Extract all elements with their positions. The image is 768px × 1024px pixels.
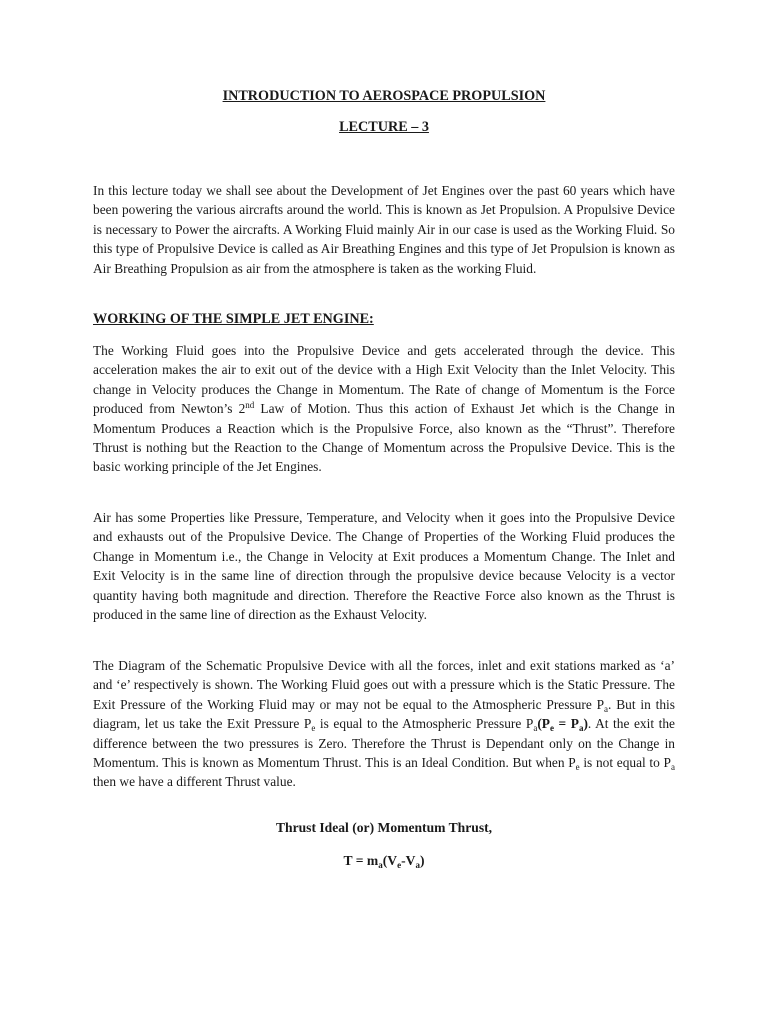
subscript: a <box>533 723 538 734</box>
working-paragraph-text-2: Law of Motion. Thus this action of Exhaust Jet which is the Change in Momentum Produces a Reaction which is the Propulsive Force, also known as the “Thrust”. Therefore Thrust is nothing but the Reaction to the Change of Momentum across the Propulsive Device. This is the basic working principle of the Jet Engines. <box>93 401 675 475</box>
lecture-number: LECTURE – 3 <box>339 119 429 135</box>
subscript: e <box>575 762 580 773</box>
equation-text: -V <box>401 853 416 868</box>
pressure-equality-text: = P <box>553 716 579 732</box>
subscript: a <box>415 860 420 870</box>
diagram-text-3: is equal to the Atmospheric Pressure P <box>315 716 534 732</box>
subscript: a <box>604 703 609 714</box>
pressure-equality-text: (P <box>537 716 550 732</box>
diagram-text-2: . But in this diagram, let us take the Exit Pressure P <box>93 696 675 732</box>
diagram-text-5: is not equal to P <box>579 755 671 771</box>
diagram-text-4: . At the exit the difference between the two pressures is Zero. Therefore the Thrust is Dependant only on the Change in Momentum. This is known as Momentum Thrust. This is an Ideal Condition. But when P <box>93 716 676 771</box>
pressure-equality-text: ) <box>583 716 588 732</box>
section-heading: WORKING OF THE SIMPLE JET ENGINE: <box>93 311 374 327</box>
equation-text: ) <box>419 853 425 868</box>
equation-label: Thrust Ideal (or) Momentum Thrust, <box>275 820 493 835</box>
subscript: e <box>549 723 554 734</box>
diagram-text-6: then we have a different Thrust value. <box>93 774 296 790</box>
diagram-paragraph <box>93 656 675 792</box>
thrust-equation <box>0 853 768 869</box>
subscript: e <box>397 860 402 870</box>
working-paragraph <box>93 341 675 477</box>
subscript: a <box>670 762 675 773</box>
diagram-text-1: The Diagram of the Schematic Propulsive Device with all the forces, inlet and exit stations marked as ‘a’ and ‘e’ respectively is shown. The Working Fluid goes out with a pressure which is the Static Pressure. The Exit Pressure of the Working Fluid may or may not be equal to the Atmospheric Pressure P <box>93 658 675 712</box>
equation-text: T = m <box>343 853 379 868</box>
superscript-nd: nd <box>245 400 255 411</box>
pressure-equality <box>537 716 588 734</box>
working-paragraph-text-1: The Working Fluid goes into the Propulsive Device and gets accelerated through the device. This acceleration makes the air to exit out of the device with a High Exit Velocity than the Inlet Velocity. This change in Velocity produces the Change in Momentum. The Rate of change of Momentum is the Force produced from Newton’s 2 <box>93 343 675 417</box>
properties-paragraph: Air has some Properties like Pressure, Temperature, and Velocity when it goes into the Propulsive Device and exhausts out of the Propulsive Device. The Change of Properties of the Working Fluid produces the Change in Momentum i.e., the Change in Velocity at Exit produces a Momentum Change. The Inlet and Exit Velocity is in the same line of direction through the propulsive device because Velocity is a vector quantity having both magnitude and direction. Therefore the Reactive Force also known as the Thrust is produced in the same line of direction as the Exhaust Velocity. <box>93 510 675 623</box>
document-title: INTRODUCTION TO AEROSPACE PROPULSION <box>222 88 546 104</box>
subscript: a <box>578 723 584 734</box>
subscript: e <box>311 723 316 734</box>
equation-text: (V <box>382 853 398 868</box>
subscript: a <box>378 860 383 870</box>
intro-paragraph: In this lecture today we shall see about the Development of Jet Engines over the past 60 years which have been powering the various aircrafts around the world. This is known as Jet Propulsion. A Propulsive Device is necessary to Power the aircrafts. A Working Fluid mainly Air in our case is used as the Working Fluid. So this type of Propulsive Device is called as Air Breathing Engines and this type of Jet Propulsion is known as Air Breathing Propulsion as air from the atmosphere is taken as the working Fluid. <box>93 183 675 276</box>
